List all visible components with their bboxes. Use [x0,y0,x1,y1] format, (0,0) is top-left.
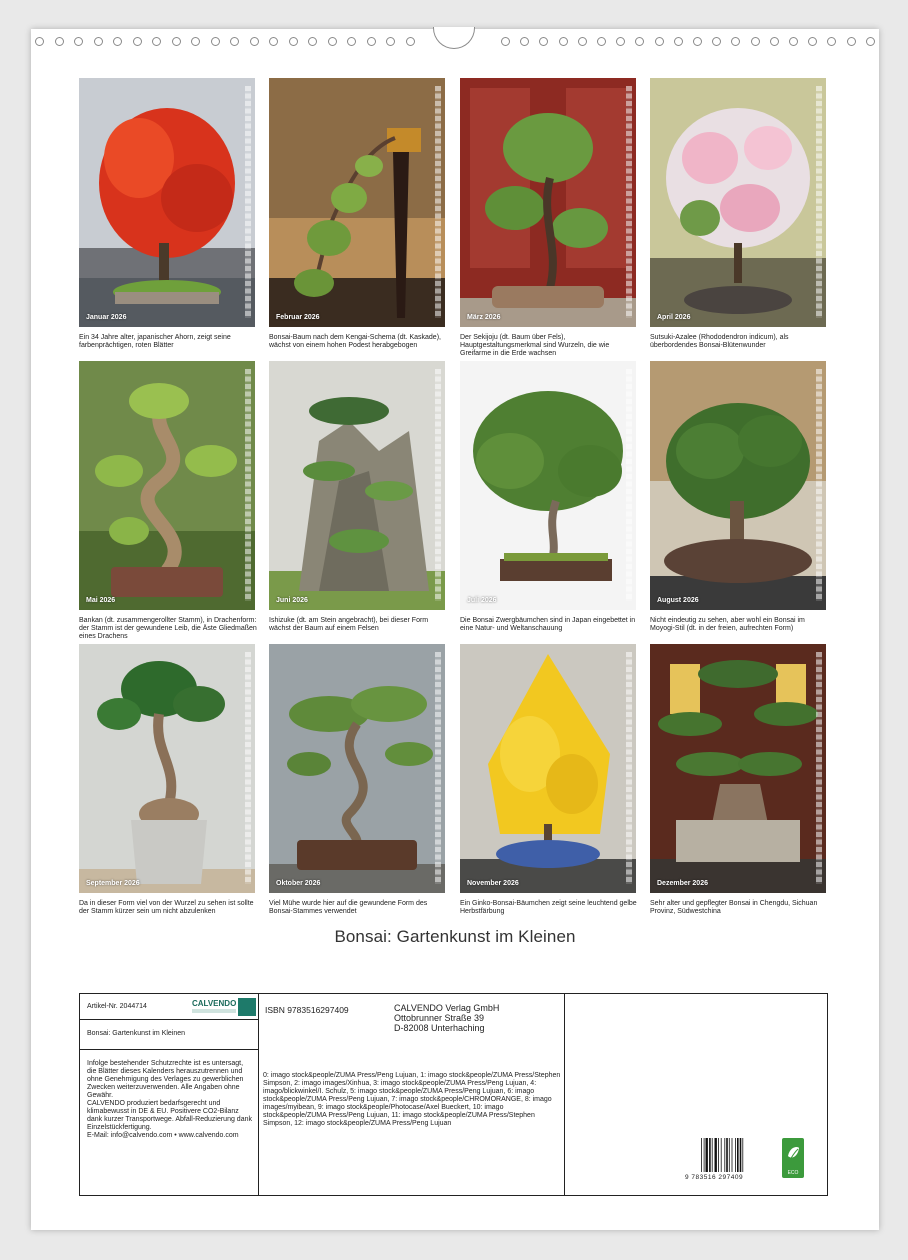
binding-hole [94,37,103,46]
binding-hole [827,37,836,46]
barcode-bar [742,1138,743,1172]
info-footer [79,993,828,1196]
month-label: Mai 2026 [86,597,116,604]
binding-hole [74,37,83,46]
binding-hole [789,37,798,46]
month-caption: Da in dieser Form viel von der Wurzel zu sehen ist sollte der Stamm kürzer sein um nicht abzulenken [79,900,254,915]
logo-underline [192,1009,236,1013]
barcode-bar [732,1138,733,1172]
date-strip [626,652,632,884]
calendar-title: Bonsai: Gartenkunst im Kleinen [334,927,576,946]
month-label: Juli 2026 [467,597,497,604]
date-strip [626,86,632,318]
barcode-bar [721,1138,722,1172]
binding-hole [347,37,356,46]
product-row [80,1020,258,1050]
date-strip [435,652,441,884]
month-label: Oktober 2026 [276,880,321,887]
date-strip [245,369,251,601]
month-caption: Ein 34 Jahre alter, japanischer Ahorn, zeigt seine farbenprächtigen, roten Blätter [79,334,231,349]
binding-hole [35,37,44,46]
product-name: Bonsai: Gartenkunst im Kleinen [87,1030,186,1037]
barcode-bar [729,1138,730,1172]
binding-hole [578,37,587,46]
publisher-name: CALVENDO Verlag GmbH [394,1003,500,1013]
month-caption: Nicht eindeutig zu sehen, aber wohl ein Bonsai im Moyogi-Stil (dt. in der freien, aufrechten Form) [650,617,805,632]
binding-hole [133,37,142,46]
month-grid [79,78,827,940]
binding-hole [308,37,317,46]
month-label: August 2026 [657,597,699,604]
photo-credits: 0: imago stock&people/ZUMA Press/Peng Lujuan, 1: imago stock&people/ZUMA Press/Stephen Simpson, 2: imago images/Xinhua, 3: imago stock&people/ZUMA Press/Peng Lujuan, 4: imago/blickwinkel/I. Schulz, 5: imago stock&people/ZUMA Press/Peng Lujuan, 6: imago stock&people/ZUMA Press/Peng Lujuan, 7: imago stock&people/CHROMORANGE, 8: imago images/myibean, 9: imago stock&people/Photocase/Axel Bueckert, 10: imago stock&people/ZUMA Press/Peng Lujuan, 11: imago stock&people/ZUMA Press/Stephen Simpson, 12: imago stock&people/ZUMA Press/Peng Lujuan [263,1072,561,1127]
binding-hole [693,37,702,46]
binding-hole [230,37,239,46]
barcode-bar [712,1138,713,1172]
binding-hole [751,37,760,46]
footer-right-column [565,994,827,1195]
month-label: Februar 2026 [276,314,320,321]
date-strip [816,369,822,601]
article-row [80,994,258,1020]
isbn: ISBN 9783516297409 [265,1005,349,1015]
date-strip [816,86,822,318]
date-strip [626,369,632,601]
month-caption: Ishizuke (dt. am Stein angebracht), bei dieser Form wächst der Baum auf einem Felsen [269,617,429,632]
binding-hole [55,37,64,46]
binding-hole [808,37,817,46]
month-label: Dezember 2026 [657,880,708,887]
month-caption: Die Bonsai Zwergbäumchen sind in Japan eingebettet in eine Natur- und Weltanschauung [460,617,636,632]
date-strip [245,652,251,884]
binding-hole [172,37,181,46]
calvendo-logo: CALVENDO [192,999,237,1008]
publisher-address [394,1003,499,1033]
month-caption: Bankan (dt. zusammengerollter Stamm), in Drachenform: der Stamm ist der gewundene Leib, die Äste Gliedmaßen eines Drachens [79,617,257,640]
barcode-bar [726,1138,728,1172]
barcode-icon [701,1138,761,1172]
legal-notice: Infolge bestehender Schutzrechte ist es untersagt, die Blätter dieses Kalenders herauszutrennen und ohne Genehmigung des Verlages zu gewerblichen Zwecken weiterzuverwenden. Alle Angaben ohne Gewähr. CALVENDO produziert bedarfsgerecht und klimabewusst in DE & EU. Positivere CO2-Bilanz dank kurzer Transportwege. Abfall-Reduzierung dank Einzelstückfertigung. E-Mail: info@calvendo.com • www.calvendo.com [87,1060,252,1139]
month-caption: Sutsuki-Azalee (Rhododendron indicum), als überbordendes Bonsai-Blütenwunder [650,334,789,349]
barcode-bar [737,1138,739,1172]
eco-label: ECO [787,1170,799,1176]
date-strip [435,86,441,318]
month-label: Januar 2026 [86,314,127,321]
binding-hole [597,37,606,46]
barcode-bar [718,1138,719,1172]
article-number: Artikel-Nr. 2044714 [87,1003,147,1010]
bonsai-photo-october [269,644,445,893]
binding-hole [269,37,278,46]
bonsai-photo-november [460,644,636,893]
footer-left-column [80,994,259,1195]
month-caption: Bonsai-Baum nach dem Kengai-Schema (dt. Kaskade), wächst von einem hohen Podest herabgebogen [269,334,441,349]
binding-hole [635,37,644,46]
footer-middle-column [259,994,565,1195]
barcode-bar [704,1138,705,1172]
eco-badge-icon [782,1138,804,1178]
binding-hole [406,37,415,46]
barcode-bar [724,1138,725,1172]
bonsai-photo-april [650,78,826,327]
month-label: September 2026 [86,880,140,887]
month-label: November 2026 [467,880,519,887]
bonsai-photo-june [269,361,445,610]
binding-hole [250,37,259,46]
binding-hole [289,37,298,46]
barcode-bar [706,1138,708,1172]
bonsai-photo-february [269,78,445,327]
binding-hole [501,37,510,46]
publisher-street: Ottobrunner Straße 39 [394,1013,485,1023]
binding-hole [191,37,200,46]
binding-hole [539,37,548,46]
binding-hole [770,37,779,46]
binding-hole [731,37,740,46]
binding-hole [328,37,337,46]
barcode-number: 9 783516 297409 [685,1174,744,1181]
bonsai-photo-january [79,78,255,327]
binding-hole [616,37,625,46]
month-caption: Der Sekijoju (dt. Baum über Fels), Hauptgestaltungsmerkmal sind Wurzeln, die wie Greifarme in die Erde wachsen [460,334,610,357]
date-strip [816,652,822,884]
binding-hole [113,37,122,46]
bonsai-photo-march [460,78,636,327]
publisher-city: D-82008 Unterhaching [394,1023,485,1033]
bonsai-photo-august [650,361,826,610]
month-caption: Sehr alter und gepflegter Bonsai in Chengdu, Sichuan Provinz, Südwestchina [650,900,818,915]
barcode-bar [701,1138,702,1172]
barcode-bar [735,1138,736,1172]
calendar-page [31,29,879,1230]
month-caption: Ein Ginko-Bonsai-Bäumchen zeigt seine leuchtend gelbe Herbstfärbung [460,900,637,915]
binding-hole [211,37,220,46]
barcode-bar [709,1138,711,1172]
date-strip [435,369,441,601]
binding-hole [386,37,395,46]
binding-hole [712,37,721,46]
binding-hole [674,37,683,46]
barcode-bar [740,1138,742,1172]
binding-hole [559,37,568,46]
binding-hole [367,37,376,46]
bonsai-photo-september [79,644,255,893]
logo-mark-icon [238,998,256,1016]
bonsai-photo-december [650,644,826,893]
date-strip [245,86,251,318]
month-caption: Viel Mühe wurde hier auf die gewundene Form des Bonsai-Stammes verwendet [269,900,428,915]
barcode-bar [715,1138,717,1172]
bonsai-photo-july [460,361,636,610]
binding-hole [520,37,529,46]
bonsai-photo-may [79,361,255,610]
month-label: März 2026 [467,314,501,321]
binding-hole [655,37,664,46]
binding-hole [866,37,875,46]
month-label: April 2026 [657,314,691,321]
binding-hole [847,37,856,46]
month-label: Juni 2026 [276,597,308,604]
binding-hole [152,37,161,46]
